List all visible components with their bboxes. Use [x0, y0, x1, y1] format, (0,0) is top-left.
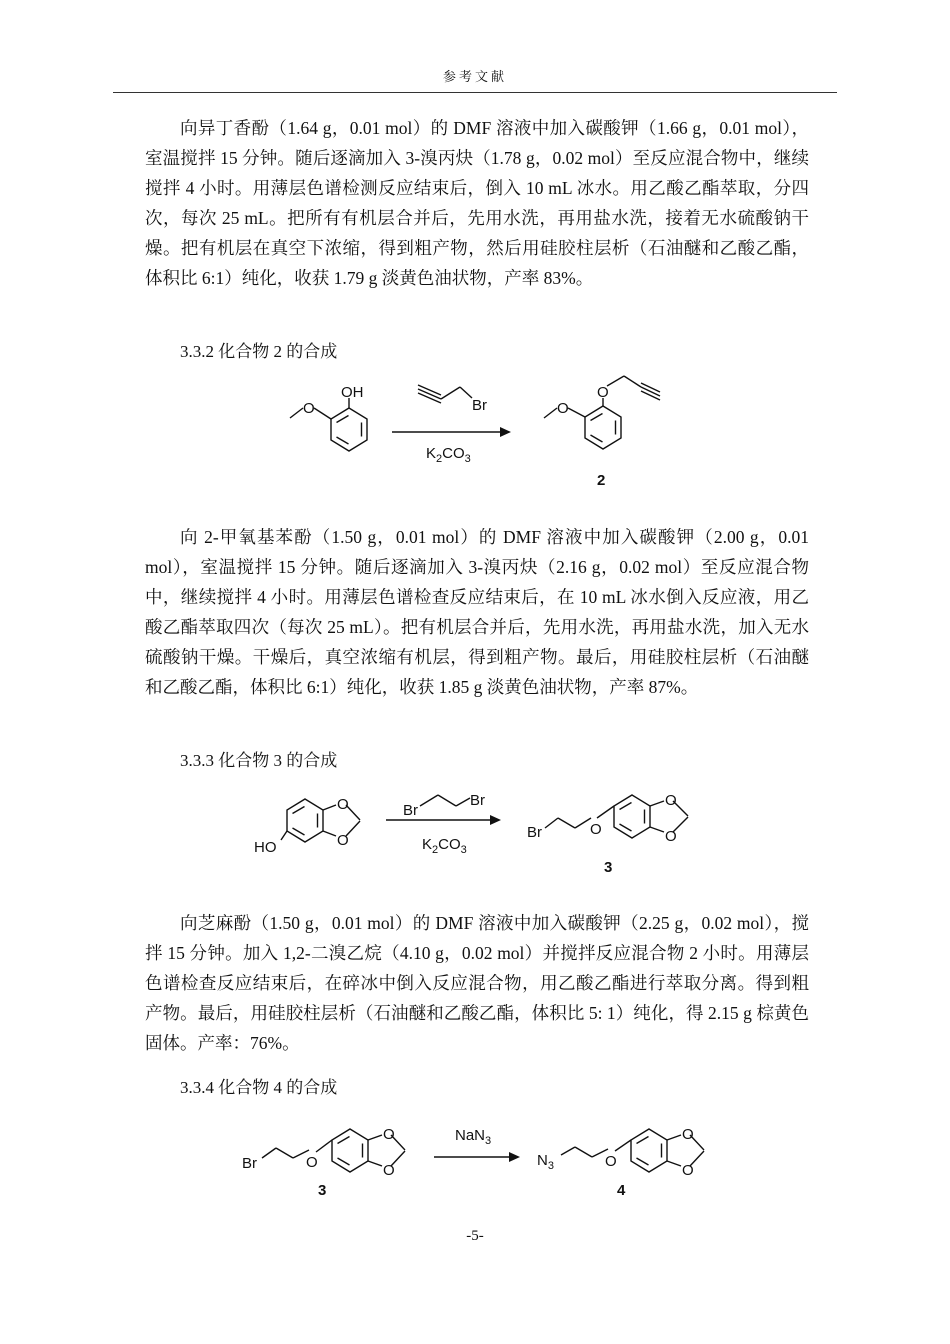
compound-number-label: 2 — [597, 472, 606, 489]
paragraph-compound-2-procedure: 向 2-甲氧基苯酚（1.50 g，0.01 mol）的 DMF 溶液中加入碳酸钾（2.00 g，0.01 mol），室温搅拌 15 分钟。随后逐滴加入 3-溴丙炔（2.16 g，0.02 mol）至反应混合物中，继续搅拌 4 小时。用薄层色谱检查反应结束后，在 10 mL 冰水倒入反应液，用乙酸乙酯萃取四次（每次 25 mL）。把有机层合并后，先用水洗，再用盐水洗，加入无水硫酸钠干燥。干燥后，真空浓缩有机层，得到粗产物。最后，用硅胶柱层析（石油醚和乙酸乙酯，体积比 6:1）纯化，收获 1.85 g 淡黄色油状物，产率 87%。 — [145, 527, 809, 697]
reaction-scheme-compound-4 — [0, 1110, 950, 1205]
heading-compound-2: 3.3.2 化合物 2 的合成 — [180, 342, 338, 361]
k2co3-label: $K_2CO_3$ — [422, 836, 467, 856]
starting-compound-number-label: 3 — [318, 1182, 327, 1199]
header-rule — [113, 92, 837, 93]
reaction-scheme-compound-3 — [0, 785, 950, 880]
product-dioxole-o-bottom-label: O — [682, 1162, 694, 1179]
dioxole-o-top-label: O — [337, 796, 349, 813]
dioxole-o-bottom-label: O — [383, 1162, 395, 1179]
reaction-scheme-compound-2 — [0, 370, 950, 495]
product-br-label: Br — [527, 824, 542, 841]
oh-label: OH — [341, 384, 364, 401]
br-label: Br — [472, 397, 487, 414]
product-dioxole-o-bottom-label: O — [665, 828, 677, 845]
heading-compound-4: 3.3.4 化合物 4 的合成 — [180, 1078, 338, 1097]
paragraph-compound-3-procedure: 向芝麻酚（1.50 g，0.01 mol）的 DMF 溶液中加入碳酸钾（2.25 g，0.02 mol），搅拌 15 分钟。加入 1,2-二溴乙烷（4.10 g，0.02 mol）并搅拌反应混合物 2 小时。用薄层色谱检查反应结束后，在碎冰中倒入反应混合物，用乙酸乙酯进行萃取分离。得到粗产物。最后，用硅胶柱层析（石油醚和乙酸乙酯，体积比 5: 1）纯化，得 2.15 g 棕黄色固体。产率：76%。 — [145, 913, 809, 1053]
ho-label: HO — [254, 839, 277, 856]
product-methoxy-o-label: O — [557, 400, 569, 417]
nan3-label: NaN$_3$ — [455, 1127, 492, 1147]
ether-o-label: O — [306, 1154, 318, 1171]
product-dioxole-o-top-label: O — [682, 1126, 694, 1143]
br-right-label: Br — [470, 792, 485, 809]
paragraph-compound-1-procedure: 向异丁香酚（1.64 g，0.01 mol）的 DMF 溶液中加入碳酸钾（1.66 g，0.01 mol），室温搅拌 15 分钟。随后逐滴加入 3-溴丙炔（1.78 g，0.02 mol）至反应混合物中，继续搅拌 4 小时。用薄层色谱检测反应结束后，倒入 10 mL 冰水。用乙酸乙酯萃取，分四次，每次 25 mL。把所有有机层合并后，先用水洗，再用盐水洗，接着无水硫酸钠干燥。把有机层在真空下浓缩，得到粗产物，然后用硅胶柱层析（石油醚和乙酸乙酯，体积比 6:1）纯化，收获 1.79 g 淡黄色油状物，产率 83%。 — [145, 118, 809, 288]
dioxole-o-bottom-label: O — [337, 832, 349, 849]
page-number: -5- — [466, 1228, 484, 1244]
methoxy-o-label: O — [303, 400, 315, 417]
br-left-label: Br — [403, 802, 418, 819]
running-header: 参考文献 — [442, 69, 507, 84]
heading-compound-3: 3.3.3 化合物 3 的合成 — [180, 751, 338, 770]
br-label: Br — [242, 1155, 257, 1172]
k2co3-label: $K_2CO_3$ — [426, 445, 471, 465]
compound-number-label: 4 — [617, 1182, 626, 1199]
product-dioxole-o-top-label: O — [665, 792, 677, 809]
compound-number-label: 3 — [604, 859, 613, 876]
ether-o-label: O — [597, 384, 609, 401]
product-ether-o-label: O — [605, 1153, 617, 1170]
dioxole-o-top-label: O — [383, 1126, 395, 1143]
n3-label: $N_3$ — [537, 1152, 554, 1172]
product-ether-o-label: O — [590, 821, 602, 838]
